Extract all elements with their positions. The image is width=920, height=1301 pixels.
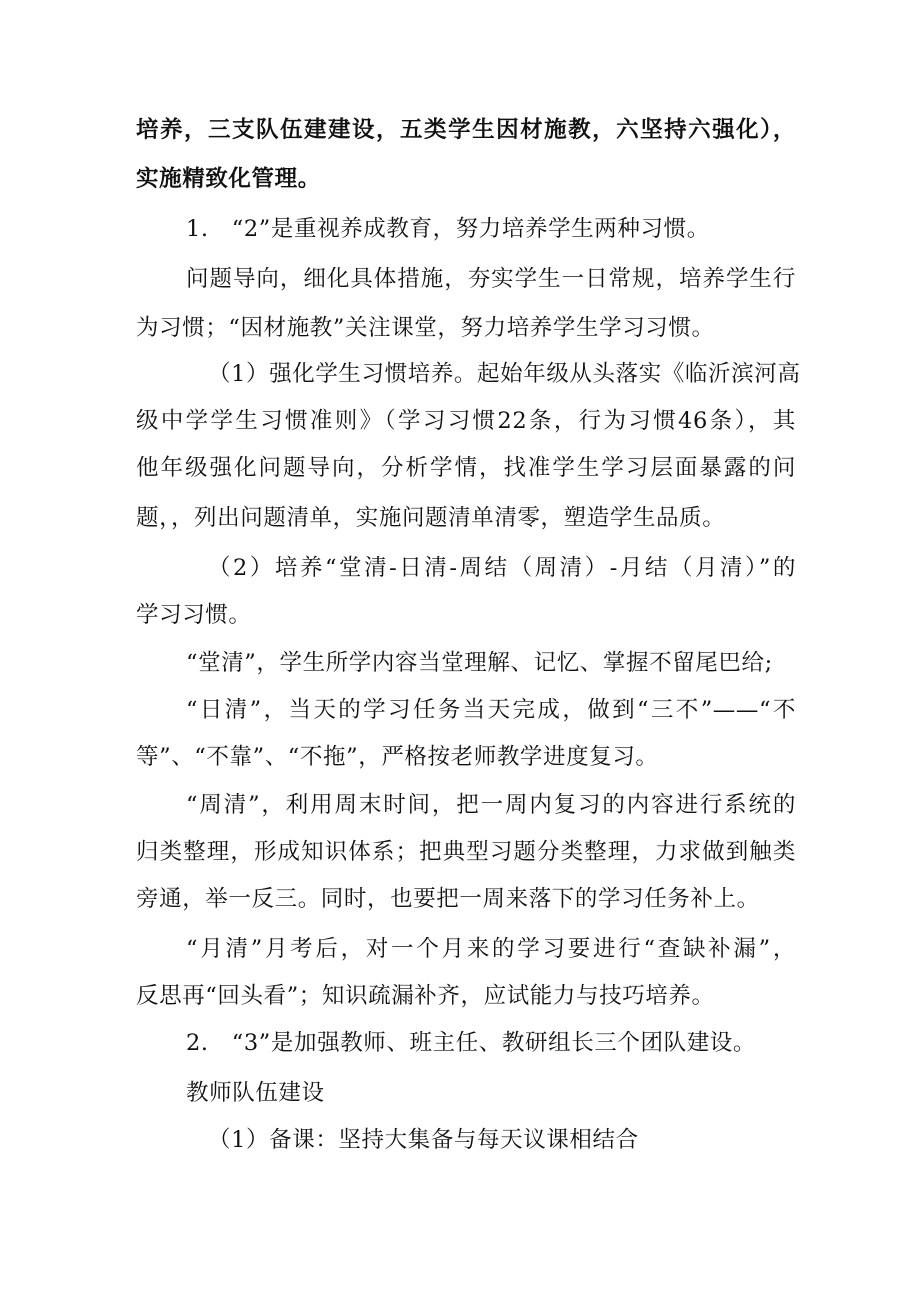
text-line-12: “堂清”，学生所学内容当堂理解、记忆、掌握不留尾巴给; [186, 650, 773, 676]
text-line-4: 问题导向，细化具体措施，夯实学生一日常规，培养学生行 [186, 266, 796, 292]
text-line-19: 反思再“回头看”；知识疏漏补齐，应试能力与技巧培养。 [136, 983, 715, 1009]
text-line-2: 实施精致化管理。 [136, 166, 321, 192]
subitem-lesson-prep: （1）备课：坚持大集备与每天议课相结合 [208, 1127, 639, 1153]
text-line-14: 等”、“不靠”、“不拖”，严格按老师教学进度复习。 [136, 744, 659, 770]
text-line-13: “日清”，当天的学习任务当天完成，做到“三不”——“不 [186, 697, 796, 723]
text-line-1: 培养，三支队伍建建设，五类学生因材施教，六坚持六强化）， [136, 117, 796, 143]
subitem-2-heading: （2）培养“堂清-日清-周结（周清）-月结（月清）”的 [208, 555, 796, 581]
text-line-7: 级中学学生习惯准则》（学习习惯22条，行为习惯46条），其 [136, 408, 796, 434]
text-line-9: 题，，列出问题清单，实施问题清单清零，塑造学生品质。 [136, 505, 726, 531]
text-line-8: 他年级强化问题导向，分析学情，找准学生学习层面暴露的问 [136, 455, 796, 481]
section-heading-teacher-team: 教师队伍建设 [186, 1080, 325, 1106]
text-line-5: 为习惯；“因材施教”关注课堂，努力培养学生学习习惯。 [136, 315, 715, 341]
subitem-1-heading: （1）强化学生习惯培养。起始年级从头落实《临沂滨河高 [208, 361, 801, 387]
text-line-18: “月清”月考后，对一个月来的学习要进行“查缺补漏”， [186, 936, 796, 962]
text-line-17: 旁通，举一反三。同时，也要把一周来落下的学习任务补上。 [136, 886, 760, 912]
text-line-16: 归类整理，形成知识体系；把典型习题分类整理，力求做到触类 [136, 839, 796, 865]
numbered-heading-2: 2. “3”是加强教师、班主任、教研组长三个团队建设。 [186, 1030, 756, 1056]
text-line-15: “周清”，利用周末时间，把一周内复习的内容进行系统的 [186, 792, 796, 818]
numbered-heading-1: 1. “2”是重视养成教育，努力培养学生两种习惯。 [186, 216, 710, 242]
text-line-11: 学习习惯。 [136, 602, 252, 628]
